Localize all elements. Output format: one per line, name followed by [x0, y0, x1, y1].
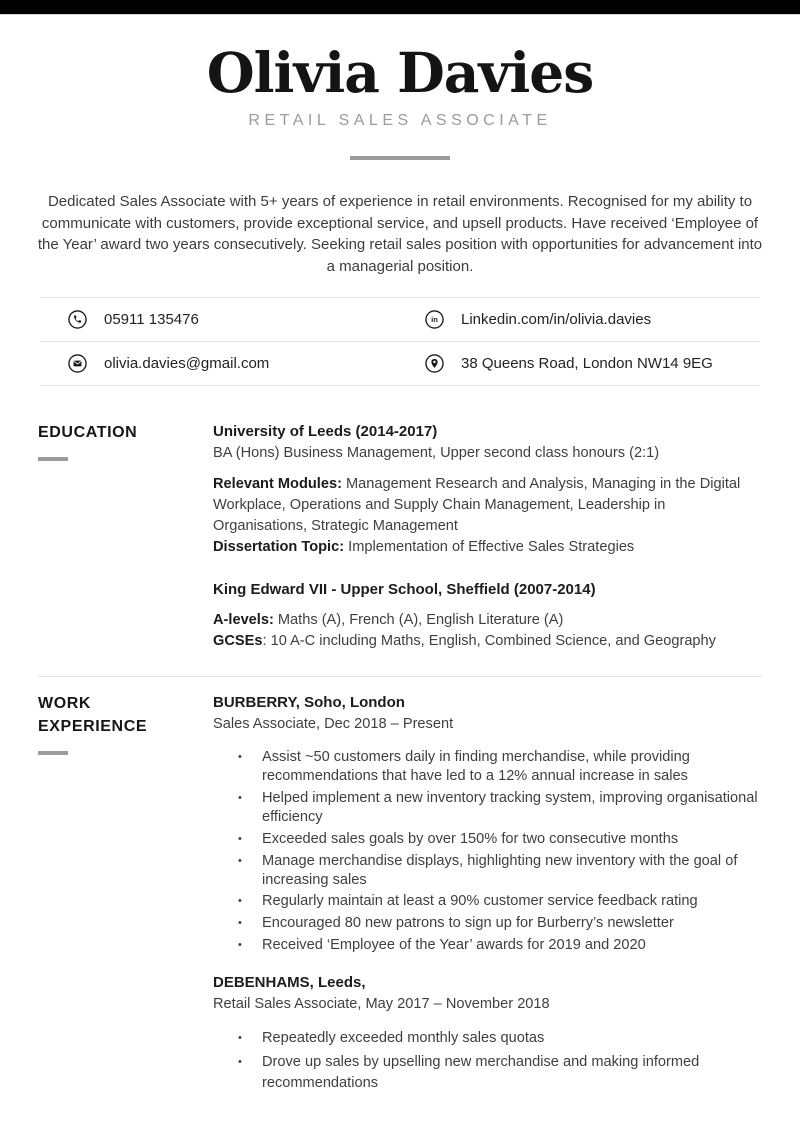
work-heading-rule — [38, 751, 68, 755]
education-section — [0, 421, 800, 652]
job-bullet: • Assist ~50 customers daily in finding merchandise, while providing recommendations that have led to a 12% annual increase in sales — [213, 748, 762, 786]
job-bullet: • Exceeded sales goals by over 150% for two consecutive months — [213, 830, 762, 849]
education-entry-details — [213, 610, 762, 652]
contact-address — [425, 341, 760, 385]
job-company: DEBENHAMS, Leeds, — [213, 974, 366, 992]
summary-paragraph: Dedicated Sales Associate with 5+ years of experience in retail environments. Recognised for my ability to communicate with customers, provide exceptional service, and upsell products. Have received ‘Employee of the Year’ award two years consecutively. Seeking retail sales position with opportunities for advancement into a managerial position. — [37, 193, 763, 275]
detail-label: Dissertation Topic: — [213, 539, 345, 555]
contact-linkedin-value: Linkedin.com/in/olivia.davies — [461, 311, 652, 328]
linkedin-icon — [425, 310, 444, 329]
job-bullet: • Repeatedly exceeded monthly sales quotas — [213, 1028, 762, 1049]
detail-label: A-levels: — [213, 612, 274, 628]
education-content — [213, 421, 762, 652]
work-content — [213, 692, 762, 1097]
job-bullet: • Regularly maintain at least a 90% customer service feedback rating — [213, 892, 762, 911]
job-bullet: • Received ‘Employee of the Year’ awards for 2019 and 2020 — [213, 936, 762, 955]
job-bullet: • Drove up sales by upselling new merchandise and making informed recommendations — [213, 1052, 762, 1094]
job-bullet: • Helped implement a new inventory tracking system, improving organisational efficiency — [213, 789, 762, 827]
contact-phone — [40, 297, 425, 341]
education-detail-line — [213, 474, 762, 537]
header-divider-rule — [350, 156, 450, 160]
detail-text: Implementation of Effective Sales Strategies — [344, 539, 635, 555]
resume-header — [0, 42, 800, 160]
work-heading: WORK EXPERIENCE — [38, 695, 148, 735]
work-experience-section — [0, 692, 800, 1097]
job-entry — [213, 692, 762, 955]
contact-email — [40, 341, 425, 385]
job-company: BURBERRY, Soho, London — [213, 694, 405, 711]
job-role: Retail Sales Associate, May 2017 – November 2018 — [213, 996, 550, 1013]
job-bullet: • Manage merchandise displays, highlighting new inventory with the goal of increasing sales — [213, 852, 762, 890]
education-entry — [213, 421, 762, 558]
email-icon — [68, 354, 87, 373]
contact-linkedin — [425, 297, 760, 341]
location-icon — [425, 354, 444, 373]
detail-label: GCSEs — [213, 633, 263, 649]
section-divider — [38, 676, 762, 677]
education-entry-title: University of Leeds (2014-2017) — [213, 423, 438, 440]
contact-phone-value: 05911 135476 — [104, 311, 199, 328]
phone-icon — [68, 310, 87, 329]
detail-label: Relevant Modules: — [213, 476, 342, 492]
education-detail-line — [213, 610, 762, 631]
job-bullet: • Encouraged 80 new patrons to sign up for Burberry’s newsletter — [213, 914, 762, 933]
person-name: Olivia Davies — [206, 40, 594, 105]
job-entry — [213, 972, 762, 1094]
contact-grid — [40, 297, 760, 386]
work-heading-column — [38, 692, 213, 1097]
contact-email-value: olivia.davies@gmail.com — [104, 355, 270, 372]
education-entry-subtitle: BA (Hons) Business Management, Upper second class honours (2:1) — [213, 445, 660, 461]
education-entry-title: King Edward VII - Upper School, Sheffield (2007-2014) — [213, 581, 596, 598]
education-heading-column — [38, 421, 213, 652]
person-job-title: RETAIL SALES ASSOCIATE — [248, 112, 552, 129]
education-entry-details — [213, 474, 762, 558]
job-role: Sales Associate, Dec 2018 – Present — [213, 716, 454, 732]
education-heading: EDUCATION — [38, 424, 138, 441]
detail-text: : 10 A-C including Maths, English, Combined Science, and Geography — [262, 633, 716, 649]
job-bullet-list — [213, 748, 762, 955]
job-bullet-list — [213, 1028, 762, 1094]
education-heading-rule — [38, 457, 68, 461]
education-detail-line — [213, 537, 762, 558]
contact-address-value: 38 Queens Road, London NW14 9EG — [461, 355, 713, 372]
detail-text: Maths (A), French (A), English Literature (A) — [273, 612, 564, 628]
svg-text:in: in — [431, 315, 438, 325]
education-detail-line — [213, 631, 762, 652]
top-black-bar — [0, 0, 800, 15]
education-entry — [213, 579, 762, 652]
detail-text: Management Research and Analysis, Managing in the Digital Workplace, Operations and Supply Chain Management, Leadership in Organisations, Strategic Management — [213, 476, 741, 534]
